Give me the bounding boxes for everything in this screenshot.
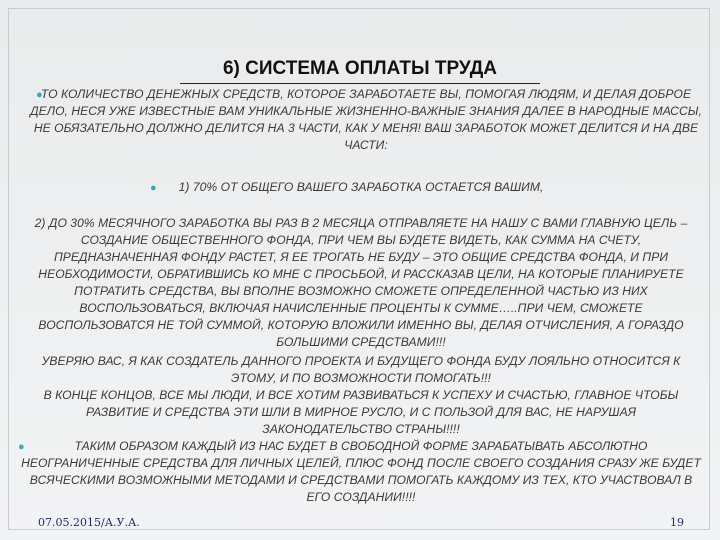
bullet-icon: ● [150, 182, 157, 194]
bullet-icon: ● [36, 89, 43, 101]
title-underline [180, 83, 540, 84]
paragraph-intro: ТО КОЛИЧЕСТВО ДЕНЕЖНЫХ СРЕДСТВ, КОТОРОЕ ЗАРАБОТАЕТЕ ВЫ, ПОМОГАЯ ЛЮДЯМ, И ДЕЛАЯ ДОБРОЕ ДЕЛО, НЕСЯ УЖЕ ИЗВЕСТНЫЕ ВАМ УНИКАЛЬНЫЕ ЖИЗНЕННО-ВАЖНЫЕ ЗНАНИЯ ДАЛЕЕ В НАРОДНЫЕ МАССЫ, НЕ ОБЯЗАТЕЛЬНО ДОЛЖНО ДЕЛИТСЯ НА 3 ЧАСТИ, КАК У МЕНЯ! ВАШ ЗАРАБОТОК МОЖЕТ ДЕЛИТСЯ И НА ДВЕ ЧАСТИ: [30, 87, 702, 152]
footer-date: 07.05.2015/А.У.А. [38, 516, 140, 529]
paragraph-conclusion: В КОНЦЕ КОНЦОВ, ВСЕ МЫ ЛЮДИ, И ВСЕ ХОТИМ РАЗВИВАТЬСЯ К УСПЕХУ И СЧАСТЬЮ, ГЛАВНОЕ ЧТОБЫ РАЗВИТИЕ И СРЕДСТВА ЭТИ ШЛИ В МИРНОЕ РУСЛО, И С ПОЛЬЗОЙ ДЛЯ ВАС, НЕ НАРУШАЯ ЗАКОНОДАТЕЛЬСТВО СТРАНЫ!!!! [43, 388, 679, 436]
paragraph-part-2: 2) ДО 30% МЕСЯЧНОГО ЗАРАБОТКА ВЫ РАЗ В 2 МЕСЯЦА ОТПРАВЛЯЕТЕ НА НАШУ С ВАМИ ГЛАВНУЮ ЦЕЛЬ – СОЗДАНИЕ ОБЩЕСТВЕННОГО ФОНДА, ПРИ ЧЕМ ВЫ БУДЕТЕ ВИДЕТЬ, КАК СУММА НА СЧЕТУ, ПРЕДНАЗНАЧЕННАЯ ФОНДУ РАСТЕТ, Я ЕЕ ТРОГАТЬ НЕ БУДУ – ЭТО ОБЩИЕ СРЕДСТВА ФОНДА, И ПРИ НЕОБХОДИМОСТИ, ОБРАТИВШИСЬ КО МНЕ С ПРОСЬБОЙ, И РАССКАЗАВ ЦЕЛИ, НА КОТОРЫЕ ПЛАНИРУЕТЕ ПОТРАТИТЬ СРЕДСТВА, ВЫ ВПОЛНЕ ВОЗМОЖНО СМОЖЕТЕ ОПРЕДЕЛЕННОЙ ЧАСТЬЮ ИЗ НИХ ВОСПОЛЬЗОВАТЬСЯ, ВКЛЮЧАЯ НАЧИСЛЕННЫЕ ПРОЦЕНТЫ К СУММЕ…..ПРИ ЧЕМ, СМОЖЕТЕ ВОСПОЛЬЗОВАТСЯ НЕ ТОЙ СУММОЙ, КОТОРУЮ ВЛОЖИЛИ ИМЕННО ВЫ, ДЕЛАЯ ОТЧИСЛЕНИЯ, А ГОРАЗДО БОЛЬШИМИ СРЕДСТВАМИ!!! [34, 216, 688, 349]
paragraph-part-1: 1) 70% ОТ ОБЩЕГО ВАШЕГО ЗАРАБОТКА ОСТАЕТСЯ ВАШИМ, [178, 180, 544, 194]
bullet-icon: ● [18, 441, 25, 453]
paragraph-summary: ТАКИМ ОБРАЗОМ КАЖДЫЙ ИЗ НАС БУДЕТ В СВОБОДНОЙ ФОРМЕ ЗАРАБАТЫВАТЬ АБСОЛЮТНО НЕОГРАНИЧЕННЫЕ СРЕДСТВА ДЛЯ ЛИЧНЫХ ЦЕЛЕЙ, ПЛЮС ФОНД ПОСЛЕ СВОЕГО СОЗДАНИЯ СРАЗУ ЖЕ БУДЕТ ВСЯЧЕСКИМИ ВОЗМОЖНЫМИ МЕТОДАМИ И СРЕДСТВАМИ ПОМОГАТЬ КАЖДОМУ ИЗ ТЕХ, КТО УЧАСТВОВАЛ В ЕГО СОЗДАНИИ!!!! [21, 439, 701, 504]
page-number: 19 [670, 516, 684, 529]
paragraph-assurance: УВЕРЯЮ ВАС, Я КАК СОЗДАТЕЛЬ ДАННОГО ПРОЕКТА И БУДУЩЕГО ФОНДА БУДУ ЛОЯЛЬНО ОТНОСИТСЯ К ЭТОМУ, И ПО ВОЗМОЖНОСТИ ПОМОГАТЬ!!! [41, 354, 681, 385]
slide-title: 6) СИСТЕМА ОПЛАТЫ ТРУДА [222, 58, 498, 79]
